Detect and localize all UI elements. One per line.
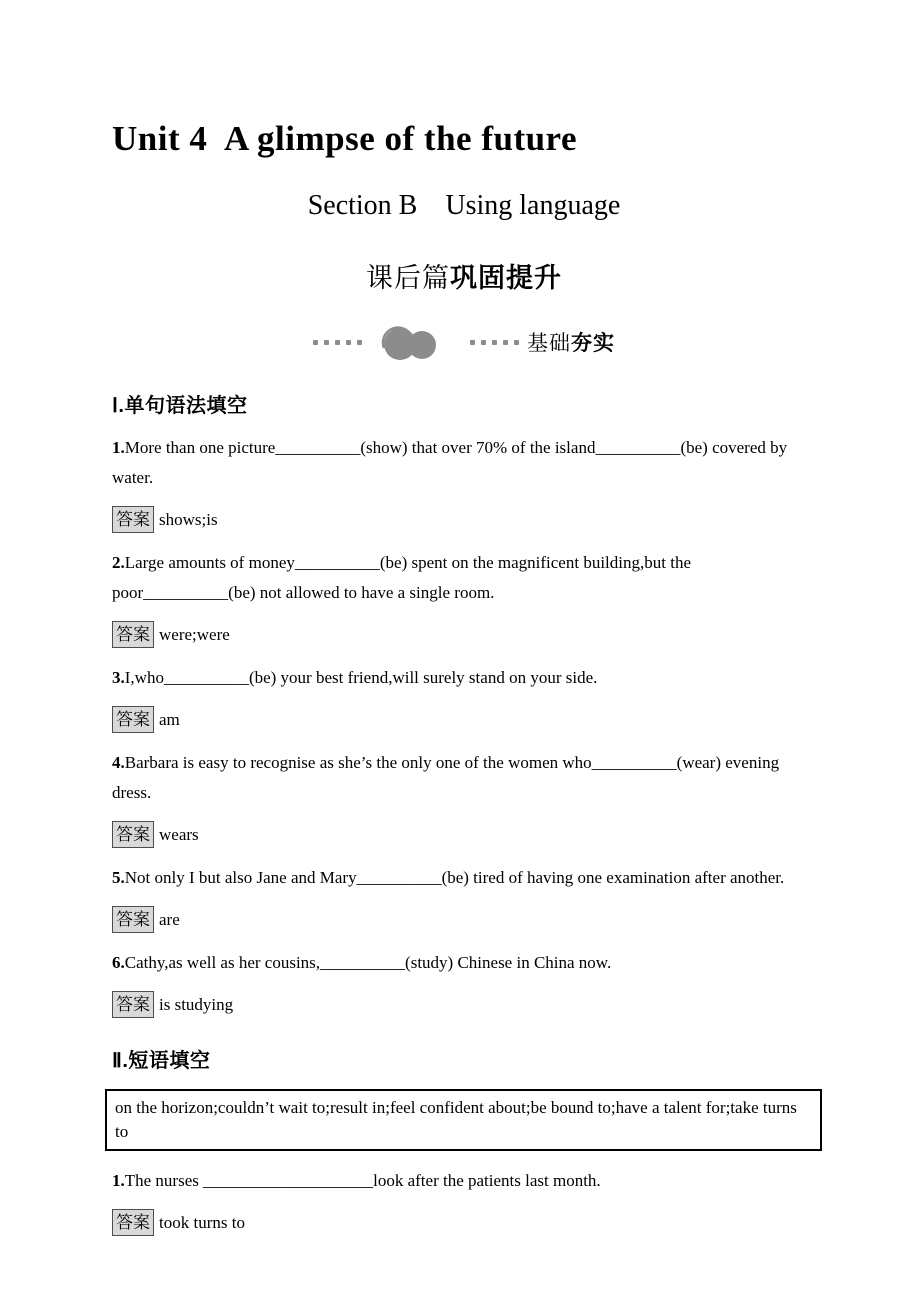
answer-item-3 [112,706,816,733]
banner-prefix: 课后篇 [366,263,450,293]
ribbon-label [527,327,615,357]
question-item-4 [112,748,816,808]
answer-text: wears [159,824,199,844]
answer-label: 答案 [112,506,154,533]
question-text: Cathy,as well as her cousins,__________(study) Chinese in China now. [124,953,612,972]
banner-bold: 巩固提升 [450,263,562,293]
question-number: 3. [112,668,125,687]
answer-item-2 [112,621,816,648]
question-item-6 [112,948,816,978]
section1-heading: Ⅰ.单句语法填空 [112,395,248,417]
answer-label: 答案 [112,991,154,1018]
question-item-1 [112,433,816,493]
question-text: Barbara is easy to recognise as she’s the only one of the women who__________(wear) evening dress. [112,753,780,802]
answer-item-1 [112,506,816,533]
decorative-dots-right [470,340,525,345]
question-item-2 [112,548,816,608]
double-circle-ornament-icon [376,321,440,363]
word-bank: on the horizon;couldn’t wait to;result in;feel confident about;be bound to;have a talent for;take turns to [105,1089,822,1151]
question-number: 5. [112,868,125,887]
question-number: 1. [112,1171,125,1190]
answer-text: were;were [159,624,230,644]
foundation-ribbon [112,321,816,363]
question-text: I,who__________(be) your best friend,will surely stand on your side. [124,668,598,687]
answer-text: am [159,709,180,729]
answer-text: took turns to [159,1212,245,1232]
question-item-7 [112,1166,816,1196]
question-item-3 [112,663,816,693]
question-item-5 [112,863,816,893]
answer-item-5 [112,906,816,933]
question-number: 6. [112,953,125,972]
answer-label: 答案 [112,821,154,848]
after-class-banner [112,256,816,295]
section-subtitle: Section B Using language [307,190,621,221]
answer-label: 答案 [112,906,154,933]
answer-text: are [159,909,180,929]
question-text: Large amounts of money__________(be) spent on the magnificent building,but the poor__________(be) not allowed to have a single room. [112,553,691,602]
answer-item-6 [112,991,816,1018]
section2-heading: Ⅱ.短语填空 [112,1050,211,1072]
answer-item-7 [112,1209,816,1236]
answer-label: 答案 [112,706,154,733]
answer-text: is studying [159,994,234,1014]
answer-text: shows;is [159,509,218,529]
ribbon-label-bold: 夯实 [571,332,615,355]
question-text: The nurses ____________________look after the patients last month. [124,1171,601,1190]
question-number: 4. [112,753,125,772]
answer-item-4 [112,821,816,848]
decorative-dots-left [313,340,368,345]
unit-title: Unit 4 A glimpse of the future [112,119,577,158]
ribbon-label-regular: 基础 [527,331,571,355]
answer-label: 答案 [112,621,154,648]
question-number: 1. [112,438,125,457]
answer-label: 答案 [112,1209,154,1236]
question-number: 2. [112,553,125,572]
question-text: Not only I but also Jane and Mary__________(be) tired of having one examination after another. [124,868,785,887]
question-text: More than one picture__________(show) that over 70% of the island__________(be) covered by water. [112,438,788,487]
